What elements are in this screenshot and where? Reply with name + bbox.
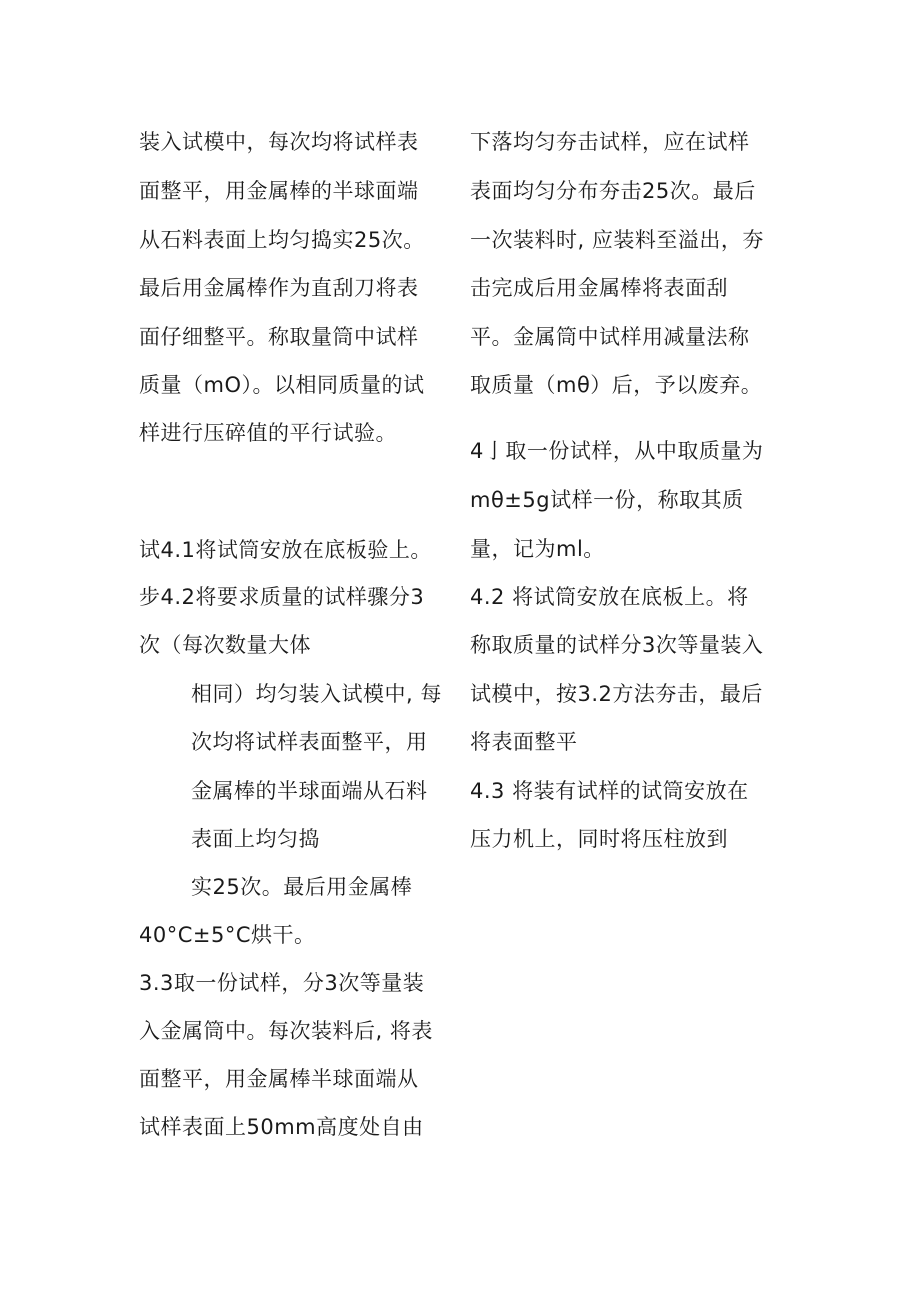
- text-line: 压力机上，同时将压柱放到: [470, 827, 728, 851]
- text-line: 将表面整平: [470, 730, 578, 754]
- text-line: 面整平，用金属棒半球面端从: [139, 1067, 419, 1091]
- text-line: 3.3取一份试样，分3次等量装: [139, 971, 425, 995]
- text-line: 从石料表面上均匀捣实25次。: [139, 228, 425, 252]
- text-line: 平。金属筒中试样用减量法称: [470, 325, 750, 349]
- text-line: 相同）均匀装入试模中, 每: [191, 682, 442, 706]
- text-line: 一次装料时, 应装料至溢出，夯: [470, 228, 764, 252]
- text-line: 试样表面上50mm高度处自由: [139, 1115, 424, 1139]
- text-line: 金属棒的半球面端从石料: [191, 779, 428, 803]
- text-line: 次（每次数量大体: [139, 633, 311, 657]
- text-line: 样进行压碎值的平行试验。: [139, 421, 397, 445]
- text-line: 4.3 将装有试样的试筒安放在: [470, 779, 749, 803]
- text-line: 量，记为ml。: [470, 537, 605, 561]
- text-line: 表面上均匀捣: [191, 827, 320, 851]
- text-line: 试4.1将试筒安放在底板验上。: [139, 538, 432, 562]
- text-line: 面仔细整平。称取量筒中试样: [139, 325, 419, 349]
- text-line: 质量（mO）。以相同质量的试: [139, 373, 425, 397]
- text-line: 试模中，按3.2方法夯击，最后: [470, 682, 763, 706]
- text-line: mθ±5g试样一份，称取其质: [470, 488, 744, 512]
- text-line: 40°C±5°C烘干。: [139, 923, 316, 947]
- text-line: 面整平，用金属棒的半球面端: [139, 179, 419, 203]
- text-line: 步4.2将要求质量的试样骤分3: [139, 585, 425, 609]
- text-line: 入金属筒中。每次装料后, 将表: [139, 1019, 433, 1043]
- text-line: 4.2 将试筒安放在底板上。将: [470, 585, 749, 609]
- text-line: 装入试模中，每次均将试样表: [139, 130, 419, 154]
- text-line: 次均将试样表面整平，用: [191, 730, 428, 754]
- text-line: 最后用金属棒作为直刮刀将表: [139, 276, 419, 300]
- text-line: 表面均匀分布夯击25次。最后: [470, 179, 756, 203]
- text-line: 实25次。最后用金属棒: [191, 875, 413, 899]
- text-line: 取质量（mθ）后，予以废弃。: [470, 373, 763, 397]
- text-line: 4亅取一份试样，从中取质量为: [470, 439, 764, 463]
- text-line: 击完成后用金属棒将表面刮: [470, 276, 728, 300]
- text-line: 下落均匀夯击试样，应在试样: [470, 130, 750, 154]
- text-line: 称取质量的试样分3次等量装入: [470, 633, 764, 657]
